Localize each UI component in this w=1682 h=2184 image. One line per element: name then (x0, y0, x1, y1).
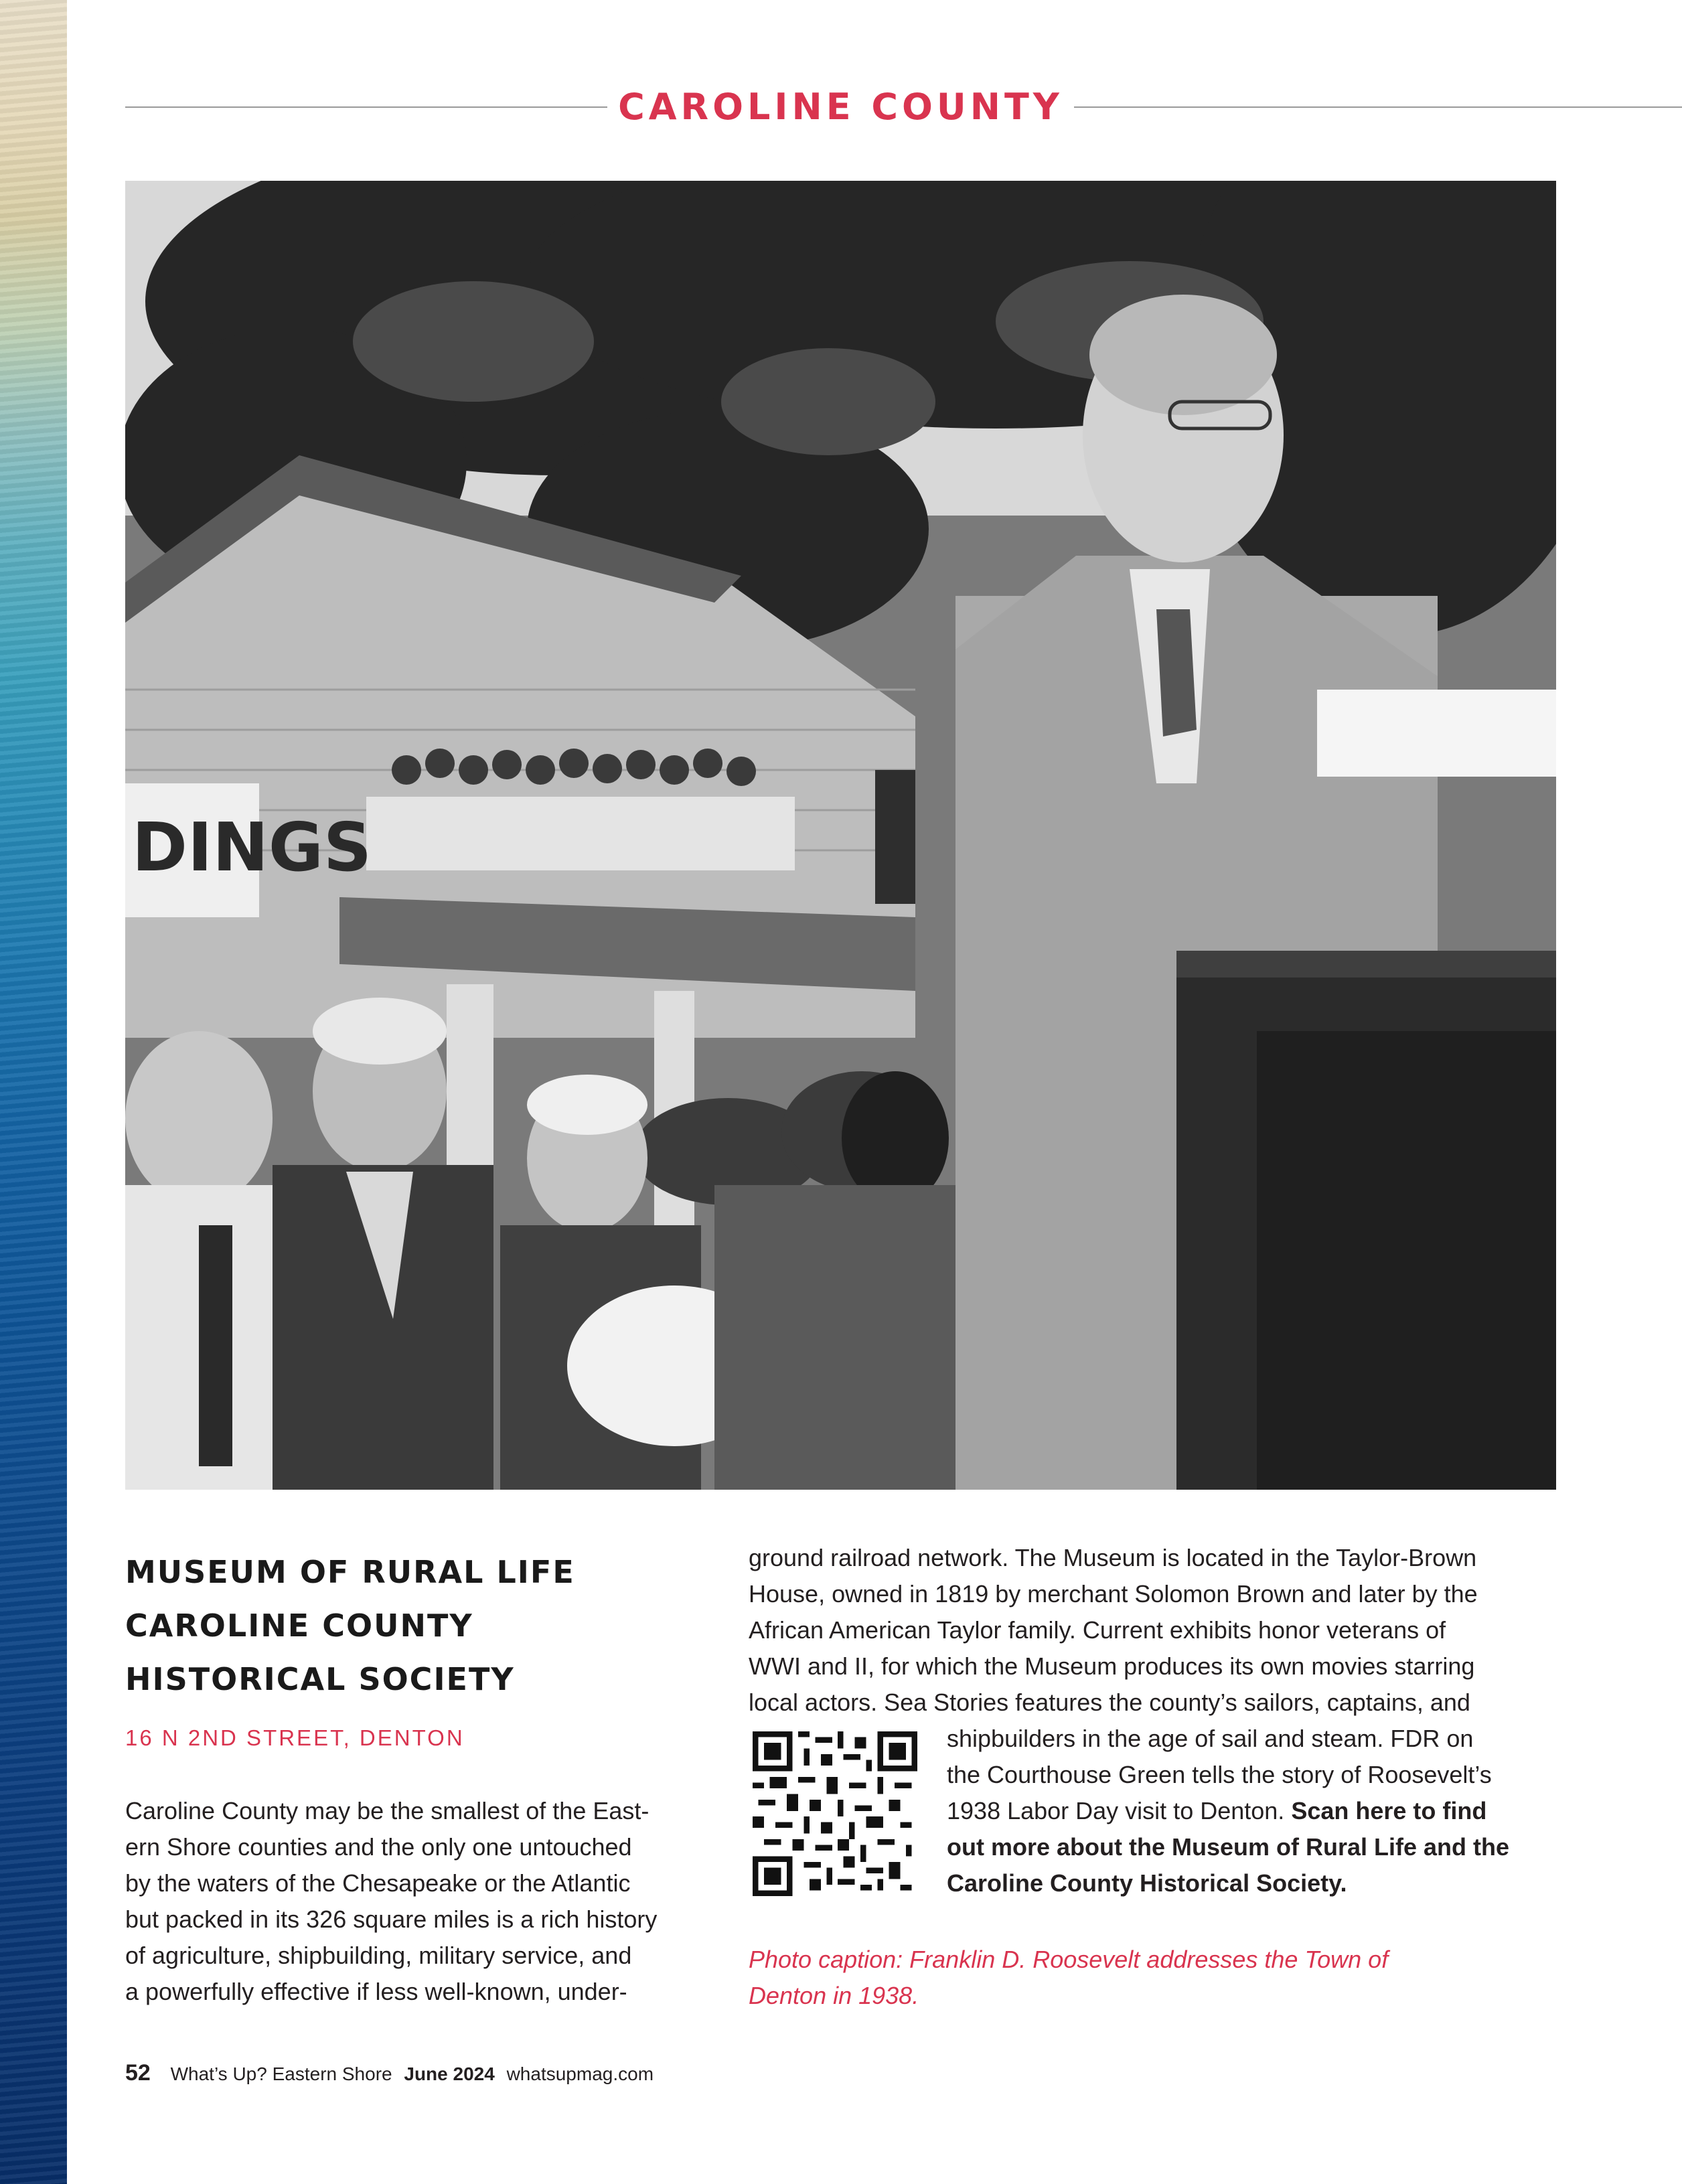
body-line: a powerfully effective if less well-known, under- (125, 1978, 627, 2005)
scan-prompt-line: Caroline County Historical Society. (947, 1869, 1347, 1897)
section-title: CAROLINE COUNTY (618, 86, 1063, 128)
page-number: 52 (125, 2060, 151, 2086)
heading-line: MUSEUM OF RURAL LIFE (125, 1554, 575, 1590)
caption-line: Photo caption: Franklin D. Roosevelt addresses the Town of (749, 1946, 1389, 1973)
body-line: local actors. Sea Stories features the county’s sailors, captains, and (749, 1689, 1470, 1716)
body-column-left (125, 1793, 714, 2010)
caption-line: Denton in 1938. (749, 1982, 919, 2009)
page-footer (125, 2059, 654, 2088)
photo-sign-text: DINGS (132, 808, 372, 886)
issue-date: June 2024 (404, 2063, 495, 2084)
body-line: ern Shore counties and the only one untouched (125, 1833, 632, 1861)
fdr-photo (125, 181, 1556, 1490)
body-line: ground railroad network. The Museum is located in the Taylor-Brown (749, 1544, 1477, 1571)
header-rule-left (125, 106, 607, 108)
scan-prompt-line: out more about the Museum of Rural Life and the (947, 1833, 1510, 1861)
body-line: WWI and II, for which the Museum produces its own movies starring (749, 1652, 1475, 1680)
body-line: but packed in its 326 square miles is a rich history (125, 1905, 658, 1933)
body-line (947, 1793, 1563, 1829)
body-line: House, owned in 1819 by merchant Solomon Brown and later by the (749, 1580, 1478, 1608)
body-column-right (749, 1540, 1559, 1721)
heading-line: CAROLINE COUNTY (125, 1608, 473, 1644)
article-heading (125, 1545, 714, 1706)
body-line: Caroline County may be the smallest of the East- (125, 1797, 649, 1824)
body-line: African American Taylor family. Current exhibits honor veterans of (749, 1616, 1446, 1644)
decorative-side-strip (0, 0, 67, 2184)
header-rule-right (1074, 106, 1682, 108)
heading-line: HISTORICAL SOCIETY (125, 1661, 515, 1697)
photo-caption (749, 1942, 1559, 2014)
body-line: of agriculture, shipbuilding, military service, and (125, 1942, 632, 1969)
body-line-text: 1938 Labor Day visit to Denton. (947, 1797, 1292, 1824)
body-line: by the waters of the Chesapeake or the Atlantic (125, 1869, 631, 1897)
museum-address: 16 N 2ND STREET, DENTON (125, 1725, 465, 1750)
qr-code-icon[interactable] (753, 1731, 917, 1896)
body-column-qr-wrap (947, 1721, 1563, 1901)
publication-name: What’s Up? Eastern Shore (170, 2063, 392, 2084)
body-line: the Courthouse Green tells the story of Roosevelt’s (947, 1761, 1492, 1788)
scan-prompt-text: Scan here to find (1291, 1797, 1487, 1824)
website-link[interactable]: whatsupmag.com (506, 2063, 654, 2084)
body-line: shipbuilders in the age of sail and steam. FDR on (947, 1725, 1474, 1752)
